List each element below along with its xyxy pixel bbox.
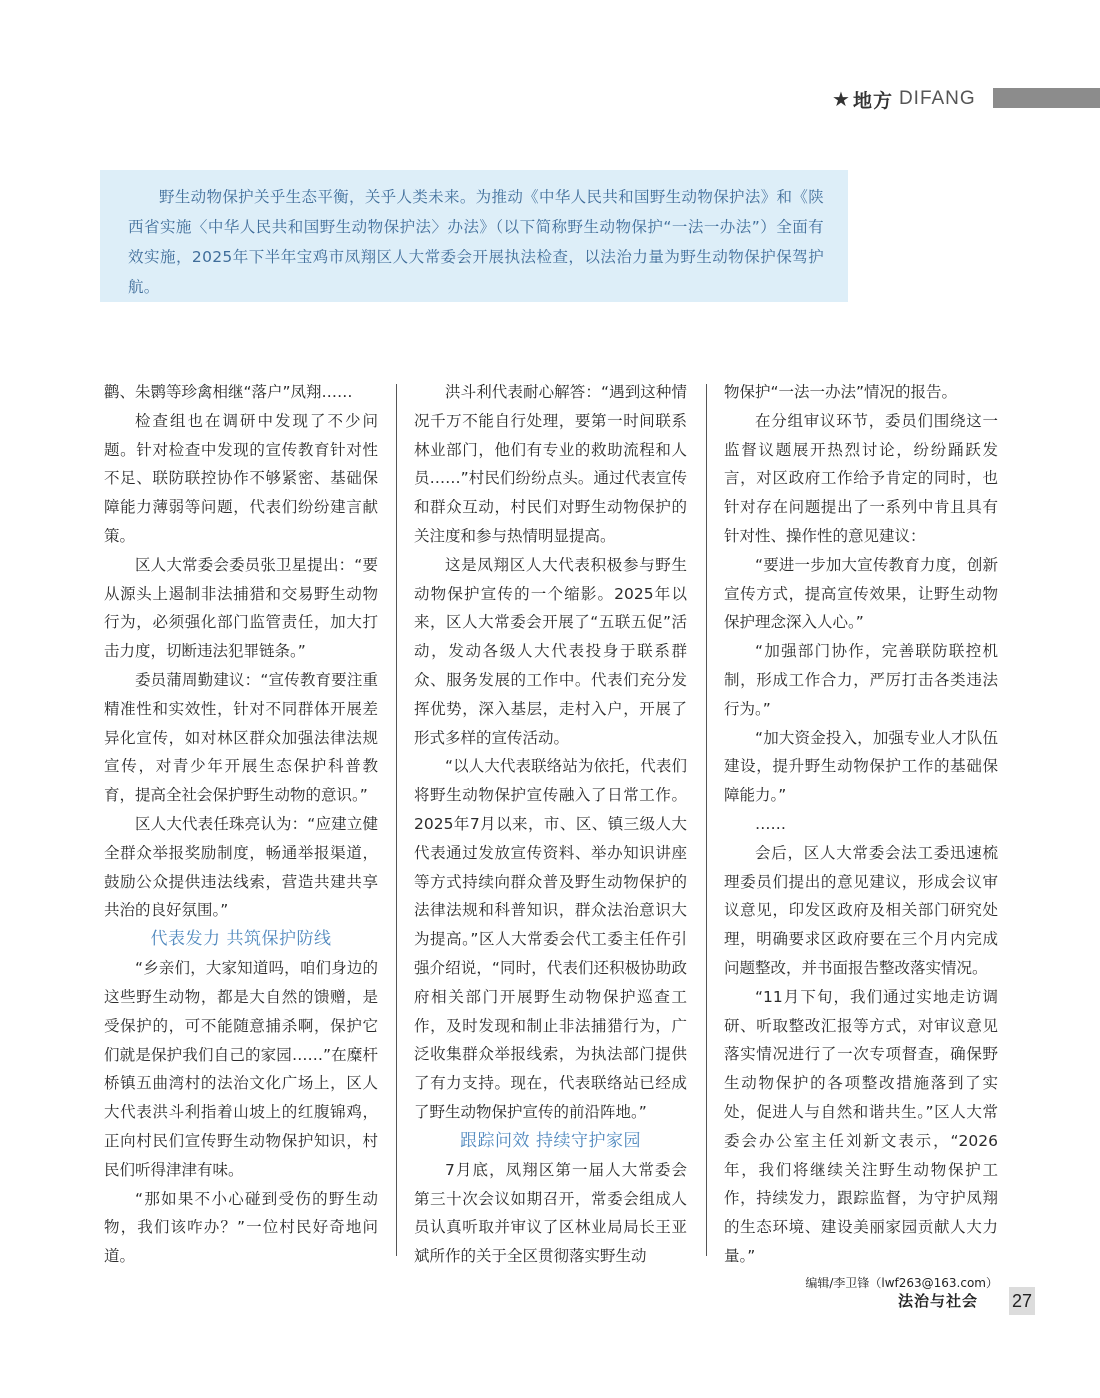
section-tag: [832, 88, 976, 110]
section-title-en: DIFANG: [898, 88, 976, 109]
star-icon: ★: [832, 87, 850, 111]
intro-box: [100, 170, 848, 302]
paragraph: “加强部门协作，完善联防联控机制，形成工作合力，严厉打击各类违法行为。”: [724, 642, 998, 718]
editor-credit: 编辑/李卫锋（lwf263@163.com）: [805, 1275, 998, 1290]
paragraph: “乡亲们，大家知道吗，咱们身边的这些野生动物，都是大自然的馈赠，是受保护的，可不能随意捕杀啊，保护它们就是保护我们自己的家园……”在糜杆桥镇五曲湾村的法治文化广场上，区人大代表洪斗利指着山坡上的红腹锦鸡，正向村民们宣传野生动物保护知识，村民们听得津津有味。: [104, 959, 378, 1179]
paragraph: “要进一步加大宣传教育力度，创新宣传方式，提高宣传效果，让野生动物保护理念深入人心。”: [724, 555, 998, 632]
paragraph: 鹳、朱鹮等珍禽相继“落户”凤翔……: [104, 383, 353, 401]
paragraph: 洪斗利代表耐心解答：“遇到这种情况千万不能自行处理，要第一时间联系林业部门，他们有专业的救助流程和人员……”村民们纷纷点头。通过代表宣传和群众互动，村民们对野生动物保护的关注度和参与热情明显提高。: [414, 383, 687, 545]
paragraph: 委员蒲周勤建议：“宣传教育要注重精准性和实效性，针对不同群体开展差异化宣传，如对林区群众加强法律法规宣传，对青少年开展生态保护科普教育，提高全社会保护野生动物的意识。”: [104, 670, 378, 805]
article-column-3: [724, 378, 998, 1293]
paragraph: 区人大常委会委员张卫星提出：“要从源头上遏制非法捕猎和交易野生动物行为，必须强化部门监管责任，加大打击力度，切断违法犯罪链条。”: [104, 555, 378, 661]
paragraph: 区人大代表任珠亮认为：“应建立健全群众举报奖励制度，畅通举报渠道，鼓励公众提供违法线索，营造共建共享共治的良好氛围。”: [104, 814, 378, 920]
paragraph: ……: [755, 814, 786, 833]
paragraph: “以人大代表联络站为依托，代表们将野生动物保护宣传融入了日常工作。2025年7月以来，市、区、镇三级人大代表通过发放宣传资料、举办知识讲座等方式持续向群众普及野生动物保护的法律法规和科普知识，群众法治意识大为提高。”区人大常委会代工委主任仵引强介绍说，“同时，代表们还积极协助政府相关部门开展野生动物保护巡查工作，及时发现和制止非法捕猎行为，广泛收集群众举报线索，为执法部门提供了有力支持。现在，代表联络站已经成了野生动物保护宣传的前沿阵地。”: [414, 757, 687, 1121]
paragraph: “那如果不小心碰到受伤的野生动物，我们该咋办？”一位村民好奇地问道。: [104, 1189, 378, 1266]
subheading: 跟踪问效 持续守护家园: [460, 1130, 641, 1151]
page-number: 27: [1009, 1287, 1035, 1315]
article-column-2: [414, 378, 687, 1271]
column-divider: [706, 384, 707, 1256]
paragraph: “11月下旬，我们通过实地走访调研、听取整改汇报等方式，对审议意见落实情况进行了一次专项督查，确保野生动物保护的各项整改措施落到了实处，促进人与自然和谐共生。”区人大常委会办公室主任刘新文表示，“2026年，我们将继续关注野生动物保护工作，持续发力，跟踪监督，为守护凤翔的生态环境、建设美丽家园贡献人大力量。”: [724, 987, 998, 1265]
intro-text: 野生动物保护关乎生态平衡，关乎人类未来。为推动《中华人民共和国野生动物保护法》和《陕西省实施〈中华人民共和国野生动物保护法〉办法》（以下简称野生动物保护“一法一办法”）全面有效实施，2025年下半年宝鸡市凤翔区人大常委会开展执法检查，以法治力量为野生动物保护保驾护航。: [128, 188, 824, 296]
section-title-cn: 地方: [852, 89, 893, 112]
subheading: 代表发力 共筑保护防线: [150, 929, 332, 950]
paragraph: 会后，区人大常委会法工委迅速梳理委员们提出的意见建议，形成会议审议意见，印发区政府及相关部门研究处理，明确要求区政府要在三个月内完成问题整改，并书面报告整改落实情况。: [724, 843, 998, 977]
column-divider: [396, 384, 397, 1256]
paragraph: “加大资金投入，加强专业人才队伍建设，提升野生动物保护工作的基础保障能力。”: [724, 728, 998, 805]
section-bar: [993, 88, 1100, 108]
paragraph: 7月底，凤翔区第一届人大常委会第三十次会议如期召开，常委会组成人员认真听取并审议了区林业局局长王亚斌所作的关于全区贯彻落实野生动: [414, 1160, 687, 1266]
paragraph: 物保护“一法一办法”情况的报告。: [724, 383, 958, 401]
magazine-title: 法治与社会: [898, 1292, 979, 1310]
paragraph: 在分组审议环节，委员们围绕这一监督议题展开热烈讨论，纷纷踊跃发言，对区政府工作给予肯定的同时，也针对存在问题提出了一系列中肯且具有针对性、操作性的意见建议：: [724, 411, 998, 545]
paragraph: 这是凤翔区人大代表积极参与野生动物保护宣传的一个缩影。2025年以来，区人大常委会开展了“五联五促”活动，发动各级人大代表投身于联系群众、服务发展的工作中。代表们充分发挥优势，深入基层，走村入户，开展了形式多样的宣传活动。: [414, 555, 687, 747]
paragraph: 检查组也在调研中发现了不少问题。针对检查中发现的宣传教育针对性不足、联防联控协作不够紧密、基础保障能力薄弱等问题，代表们纷纷建言献策。: [104, 411, 378, 545]
article-column-1: [104, 378, 378, 1271]
